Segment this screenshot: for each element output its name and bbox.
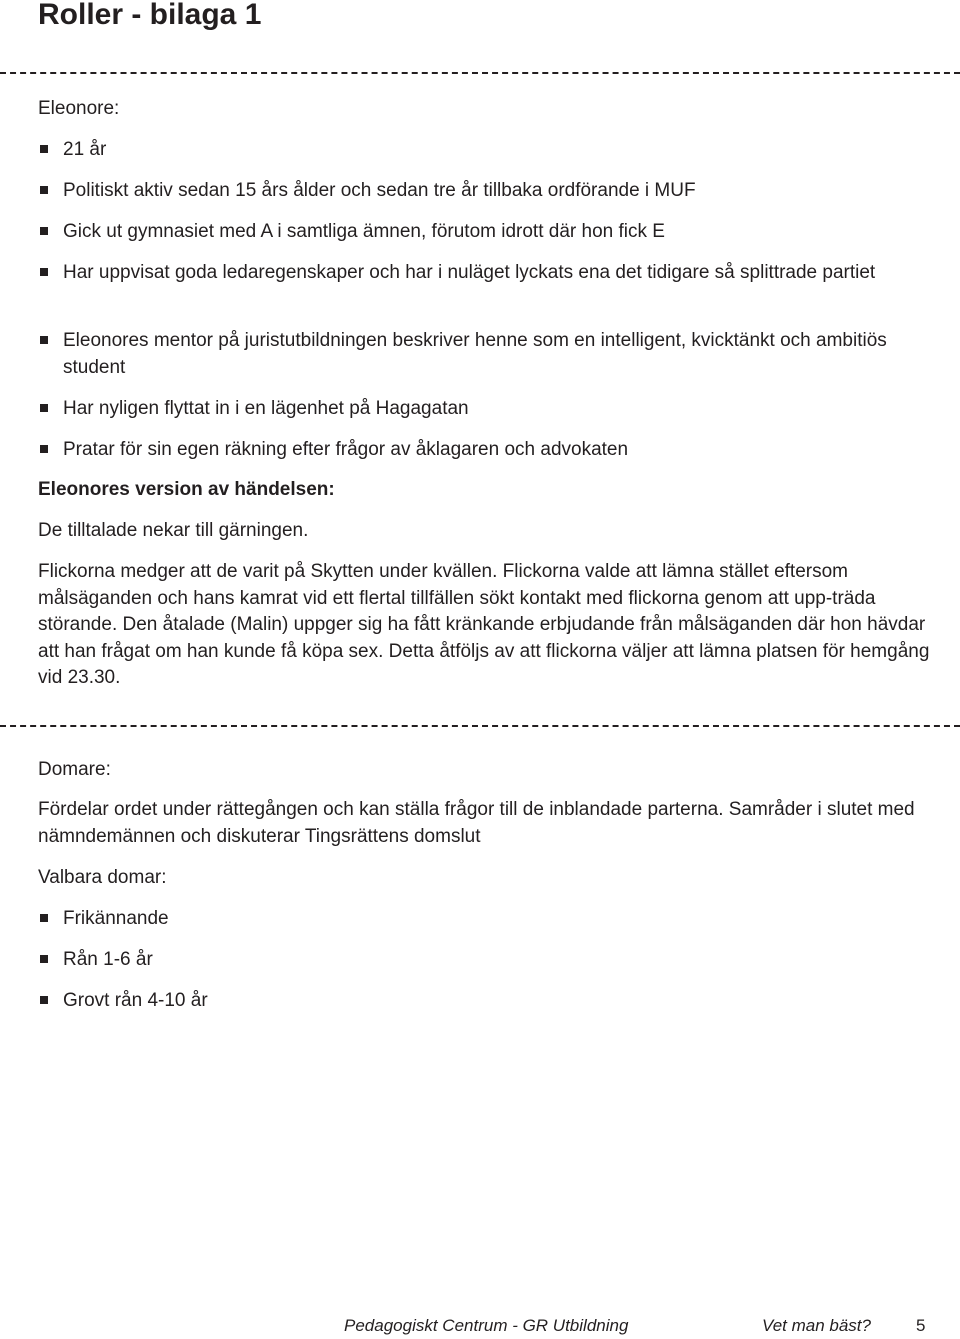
list-item [38, 136, 918, 163]
footer-organization: Pedagogiskt Centrum - GR Utbildning [344, 1316, 629, 1335]
list-item-text: Grovt rån 4-10 år [63, 990, 208, 1011]
square-bullet-icon [40, 996, 48, 1004]
list-item-text: 21 år [63, 139, 107, 160]
list-item-text: Har uppvisat goda ledaregenskaper och har i nuläget lyckats ena det tidigare så splittrade partiet [63, 262, 876, 283]
square-bullet-icon [40, 145, 48, 153]
eleonore-label: Eleonore: [38, 98, 120, 119]
list-item [38, 946, 918, 973]
account-paragraph: Flickorna medger att de varit på Skytten under kvällen. Flickorna valde att lämna stället eftersom målsäganden och hans kamrat vid ett flertal tillfällen sökt kontakt med flickorna genom att upp-träda störande. Den åtalade (Malin) uppger sig ha fått kränkande erbjudande från målsäganden där hon hävdar att han frågat om han kunde få köpa sex. Detta åtföljs av att flickorna väljer att lämna platsen för hemgång vid 23.30. [38, 561, 930, 688]
list-item-text: Pratar för sin egen räkning efter frågor av åklagaren och advokaten [63, 439, 629, 460]
square-bullet-icon [40, 268, 48, 276]
list-item [38, 905, 918, 932]
list-item [38, 177, 918, 204]
square-bullet-icon [40, 914, 48, 922]
square-bullet-icon [40, 445, 48, 453]
list-item [38, 327, 918, 381]
list-item-text: Frikännande [63, 908, 169, 929]
domare-label: Domare: [38, 759, 111, 780]
list-item-text: Rån 1-6 år [63, 949, 153, 970]
page-title: Roller - bilaga 1 [38, 0, 262, 31]
page-number: 5 [916, 1316, 926, 1335]
list-item-text: Politiskt aktiv sedan 15 års ålder och sedan tre år tillbaka ordförande i MUF [63, 180, 696, 201]
list-item [38, 987, 918, 1014]
dashed-divider-middle [0, 725, 960, 727]
dashed-divider-top [0, 72, 960, 74]
version-heading: Eleonores version av händelsen: [38, 479, 335, 500]
square-bullet-icon [40, 336, 48, 344]
domare-description: Fördelar ordet under rättegången och kan ställa frågor till de inblandade parterna. Samråder i slutet med nämndemännen och diskuterar Tingsrättens domslut [38, 799, 915, 847]
square-bullet-icon [40, 186, 48, 194]
list-item [38, 436, 918, 463]
list-item-text: Har nyligen flyttat in i en lägenhet på Hagagatan [63, 398, 469, 419]
footer-tagline: Vet man bäst? [762, 1316, 871, 1335]
list-item [38, 218, 918, 245]
list-item [38, 395, 918, 422]
list-item-text: Eleonores mentor på juristutbildningen beskriver henne som en intelligent, kvicktänkt och ambitiös student [63, 330, 887, 378]
square-bullet-icon [40, 404, 48, 412]
square-bullet-icon [40, 955, 48, 963]
valbara-domar-label: Valbara domar: [38, 867, 167, 888]
square-bullet-icon [40, 227, 48, 235]
denial-statement: De tilltalade nekar till gärningen. [38, 520, 309, 541]
list-item [38, 259, 918, 286]
list-item-text: Gick ut gymnasiet med A i samtliga ämnen, förutom idrott där hon fick E [63, 221, 665, 242]
